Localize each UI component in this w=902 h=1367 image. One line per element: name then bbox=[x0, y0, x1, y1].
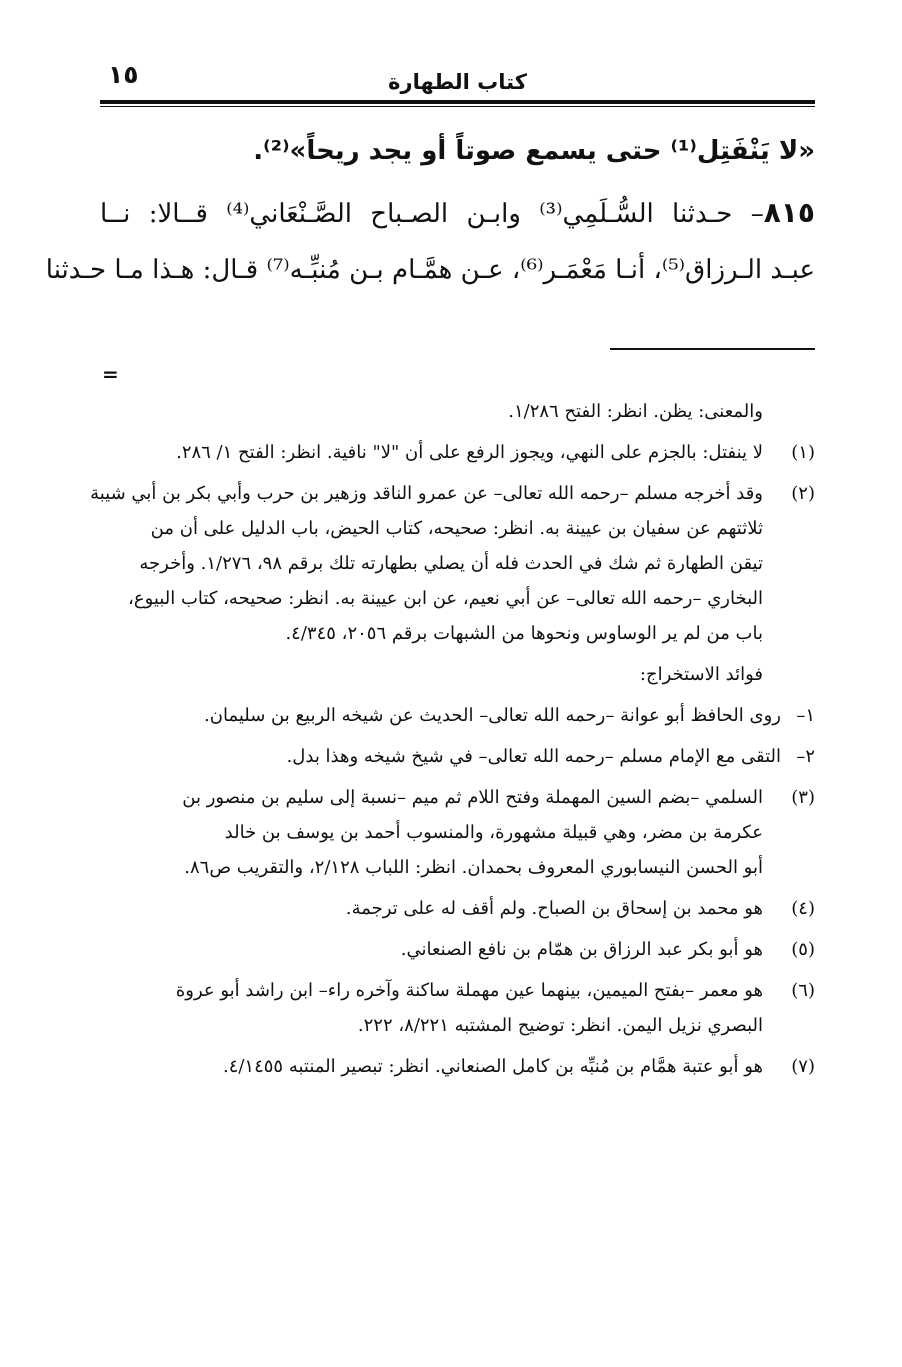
footnote-line: ثلاثتهم عن سفيان بن عيينة به. انظر: صحيحه، كتاب الحيض، باب الدليل على أن من bbox=[150, 518, 763, 539]
hadith-number: ٨١٥ bbox=[763, 196, 815, 229]
footnote-line: وقد أخرجه مسلم –رحمه الله تعالى– عن عمرو الناقد وزهير بن حرب وأبي بكر بن أبي شيبة bbox=[90, 483, 763, 504]
footnote-line: هو أبو عتبة همَّام بن مُنبِّه بن كامل الصنعاني. انظر: تبصير المنتبه ٤/١٤٥٥. bbox=[222, 1056, 763, 1077]
footnote-line: تيقن الطهارة ثم شك في الحدث فله أن يصلي بطهارته تلك برقم ٩٨، ١/٢٧٦. وأخرجه bbox=[139, 553, 763, 574]
continuation-mark: = bbox=[102, 362, 119, 386]
footnote-line: فوائد الاستخراج: bbox=[639, 664, 763, 685]
footnote-item bbox=[100, 739, 815, 774]
hadith-line bbox=[100, 185, 815, 242]
hadith-paragraph bbox=[45, 185, 815, 298]
footnote-number: (٢) bbox=[791, 483, 815, 504]
footnote-list bbox=[90, 435, 815, 1084]
footnotes bbox=[90, 394, 815, 1084]
footnote-line: عكرمة بن مضر، وهي قبيلة مشهورة، والمنسوب أحمد بن يوسف بن خالد bbox=[224, 822, 763, 843]
hadith-line: عبـد الـرزاق⁽⁵⁾، أنـا مَعْمَـر⁽⁶⁾، عـن همَّـام بـن مُنبِّـه⁽⁷⁾ قـال: هـذا مـا حـدثنا bbox=[45, 255, 815, 285]
hadith-text: – حـدثنا السُّـلَمِي⁽³⁾ وابـن الصـباح الصَّـنْعَاني⁽⁴⁾ قــالا: نــا bbox=[100, 199, 764, 229]
header-rule-thick bbox=[100, 100, 815, 104]
footnote-number: ٢– bbox=[796, 746, 815, 767]
footnote-line: هو أبو بكر عبد الرزاق بن همّام بن نافع الصنعاني. bbox=[400, 939, 763, 960]
footnote-item bbox=[90, 476, 815, 651]
footnote-item bbox=[100, 932, 815, 967]
footnote-number: (٤) bbox=[791, 898, 815, 919]
header-rule-thin bbox=[100, 106, 815, 107]
footnote-item bbox=[100, 1049, 815, 1084]
footnote-line: هو محمد بن إسحاق بن الصباح. ولم أقف له على ترجمة. bbox=[345, 898, 763, 919]
footnote-item bbox=[100, 657, 815, 692]
hadith-quote: «لا يَنْفَتِل⁽¹⁾ حتى يسمع صوتاً أو يجد ريحاً»⁽²⁾. bbox=[253, 136, 815, 166]
book-page bbox=[45, 60, 815, 1090]
footnote-line: باب من لم ير الوساوس ونحوها من الشبهات برقم ٢٠٥٦، ٤/٣٤٥. bbox=[285, 623, 763, 644]
footnote-line: هو معمر –بفتح الميمين، بينهما عين مهملة ساكنة وآخره راء– ابن راشد أبو عروة bbox=[175, 980, 763, 1001]
footnote-item bbox=[100, 435, 815, 470]
footnote-line: السلمي –بضم السين المهملة وفتح اللام ثم ميم –نسبة إلى سليم بن منصور بن bbox=[182, 787, 763, 808]
footnote-line: لا ينفتل: بالجزم على النهي، ويجوز الرفع على أن "لا" نافية. انظر: الفتح ١/ ٢٨٦. bbox=[176, 442, 763, 463]
footnote-line: روى الحافظ أبو عوانة –رحمه الله تعالى– الحديث عن شيخه الربيع بن سليمان. bbox=[204, 705, 781, 726]
footnote-item bbox=[100, 780, 815, 885]
footnote-number: (٣) bbox=[791, 787, 815, 808]
footnote-item bbox=[100, 698, 815, 733]
footnote-number: (٧) bbox=[791, 1056, 815, 1077]
page-header bbox=[100, 60, 815, 94]
footnote-line: التقى مع الإمام مسلم –رحمه الله تعالى– في شيخ شيخه وهذا بدل. bbox=[286, 746, 781, 767]
footnote-number: (٥) bbox=[791, 939, 815, 960]
running-title: كتاب الطهارة bbox=[388, 70, 527, 94]
footnote-item bbox=[100, 891, 815, 926]
footnote-intro: والمعنى: يظن. انظر: الفتح ١/٢٨٦. bbox=[508, 401, 763, 422]
footnote-line: أبو الحسن النيسابوري المعروف بحمدان. انظر: اللباب ٢/١٢٨، والتقريب ص٨٦. bbox=[184, 857, 763, 878]
footnote-item bbox=[100, 973, 815, 1043]
footnote-line: البخاري –رحمه الله تعالى– عن أبي نعيم، عن ابن عيينة به. انظر: صحيحه، كتاب البيوع، bbox=[128, 588, 763, 609]
footnote-separator bbox=[610, 348, 815, 350]
page-number: ١٥ bbox=[108, 60, 139, 89]
main-text bbox=[45, 123, 815, 298]
footnote-number: (٦) bbox=[791, 980, 815, 1001]
footnote-line: البصري نزيل اليمن. انظر: توضيح المشتبه ٨/٢٢١، ٢٢٢. bbox=[357, 1015, 763, 1036]
footnote-number: ١– bbox=[796, 705, 815, 726]
footnote-number: (١) bbox=[791, 442, 815, 463]
